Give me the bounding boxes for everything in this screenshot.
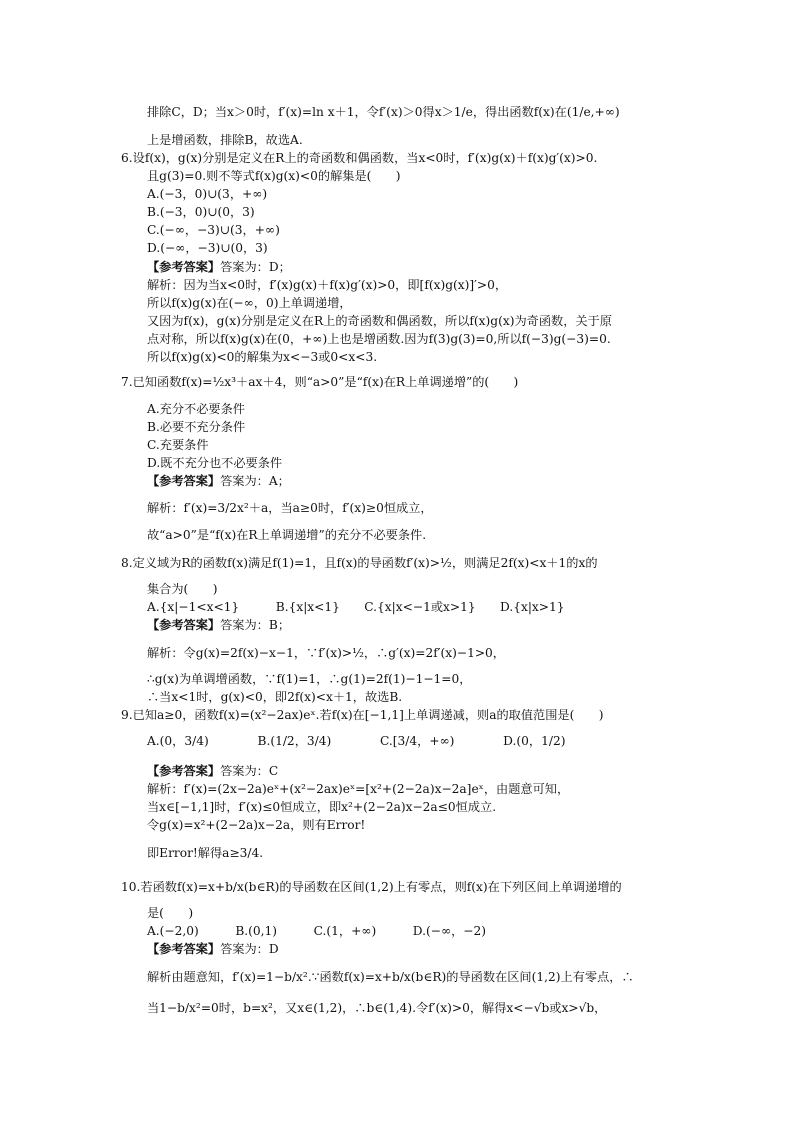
text-line: B.必要不充分条件 [147,420,246,434]
text-line: ∴当x<1时，g(x)<0，即2f(x)<x＋1，故选B. [147,690,403,704]
answer-text: 答案为：A； [220,474,290,488]
text-line: A.充分不必要条件 [147,402,245,416]
answer-label: 【参考答案】 [147,474,221,488]
text-line: 点对称，所以f(x)g(x)在(0，+∞)上也是增函数.因为f(3)g(3)=0,所以f(−3)g(−3)=0. [147,332,611,346]
text-line: 解析：f′(x)=3/2x²＋a，当a≥0时，f′(x)≥0恒成立， [147,501,433,515]
text-line: 所以f(x)g(x)<0的解集为x<−3或0<x<3. [147,350,378,364]
text-line: 当1−b/x²=0时，b=x²，又x∈(1,2)，∴b∈(1,4).令f′(x)>0，解得x<−√b或x>√b， [147,1001,607,1015]
answer-text: 答案为：B； [220,618,291,632]
text-line: 令g(x)=x²+(2−2a)x−2a，则有Error! [147,818,366,832]
answer-text: 答案为：D [220,942,279,956]
answer-label: 【参考答案】 [147,942,221,956]
text-line: 即Error!解得a≥3/4. [147,846,264,860]
answer-label: 【参考答案】 [147,618,221,632]
text-line: D.(−∞，−3)∪(0，3) [147,241,268,255]
text-line: 当x∈[−1,1]时，f′(x)≤0恒成立，即x²+(2−2a)x−2a≤0恒成立. [147,800,497,814]
text-line: 又因为f(x)，g(x)分别是定义在R上的奇函数和偶函数，所以f(x)g(x)为奇函数，关于原 [147,314,612,328]
text-line [147,763,278,779]
text-line: 9.已知a≥0，函数f(x)=(x²−2ax)eˣ.若f(x)在[−1,1]上单调递减，则a的取值范围是( ) [121,708,604,722]
text-line: 6.设f(x)，g(x)分别是定义在R上的奇函数和偶函数，当x<0时，f′(x)g(x)＋f(x)g′(x)>0. [121,151,598,165]
text-line: 解析：因为当x<0时，f′(x)g(x)＋f(x)g′(x)>0，即[f(x)g(x)]′>0， [147,278,508,292]
text-line [147,473,290,489]
text-line: C.充要条件 [147,438,209,452]
answer-text: 答案为：C [220,764,279,778]
text-line: A.(0，3/4) B.(1/2，3/4) C.[3/4，+∞) D.(0，1/2) [147,734,566,748]
text-line [147,259,291,275]
text-line: 8.定义域为R的函数f(x)满足f(1)=1，且f(x)的导函数f′(x)>½，则满足2f(x)<x＋1的x的 [121,556,598,570]
text-line: 故“a>0”是“f(x)在R上单调递增”的充分不必要条件. [147,528,427,542]
text-line: 解析由题意知，f′(x)=1−b/x².∵函数f(x)=x+b/x(b∈R)的导函数在区间(1,2)上有零点，∴ [147,970,634,984]
text-line: A.(−3，0)∪(3，+∞) [147,187,268,201]
text-line: 上是增函数，排除B，故选A. [147,133,303,147]
text-line: 排除C，D；当x＞0时，f′(x)=ln x＋1，令f′(x)＞0得x＞1/e，得出函数f(x)在(1/e,+∞) [147,105,620,119]
text-line: A.(−2,0) B.(0,1) C.(1，+∞) D.(−∞，−2) [147,924,487,938]
text-line: C.(−∞，−3)∪(3，+∞) [147,223,280,237]
text-line: 是( ) [147,906,194,920]
answer-label: 【参考答案】 [147,764,221,778]
text-line: D.既不充分也不必要条件 [147,456,283,470]
text-line: 解析：f′(x)=(2x−2a)eˣ+(x²−2ax)eˣ=[x²+(2−2a)x−2a]eˣ，由题意可知， [147,782,570,796]
text-line: 解析：令g(x)=2f(x)−x−1，∵f′(x)>½，∴g′(x)=2f′(x)−1>0， [147,646,505,660]
answer-label: 【参考答案】 [147,260,221,274]
text-line [147,617,290,633]
text-line: B.(−3，0)∪(0，3) [147,205,255,219]
text-line: ∴g(x)为单调增函数，∵f(1)=1，∴g(1)=2f(1)−1−1=0， [147,672,472,686]
text-line: 集合为( ) [147,582,218,596]
text-line: 所以f(x)g(x)在(−∞，0)上单调递增， [147,296,352,310]
text-line [147,941,279,957]
text-line: 10.若函数f(x)=x+b/x(b∈R)的导函数在区间(1,2)上有零点，则f(x)在下列区间上单调递增的 [121,880,622,894]
text-line: 且g(3)=0.则不等式f(x)g(x)<0的解集是( ) [147,169,401,183]
answer-text: 答案为：D； [220,260,291,274]
text-line: 7.已知函数f(x)=½x³＋ax＋4，则“a>0”是“f(x)在R上单调递增”的( ) [121,375,519,389]
text-line: A.{x|−1<x<1} B.{x|x<1} C.{x|x<−1或x>1} D.{x|x>1} [147,600,565,614]
